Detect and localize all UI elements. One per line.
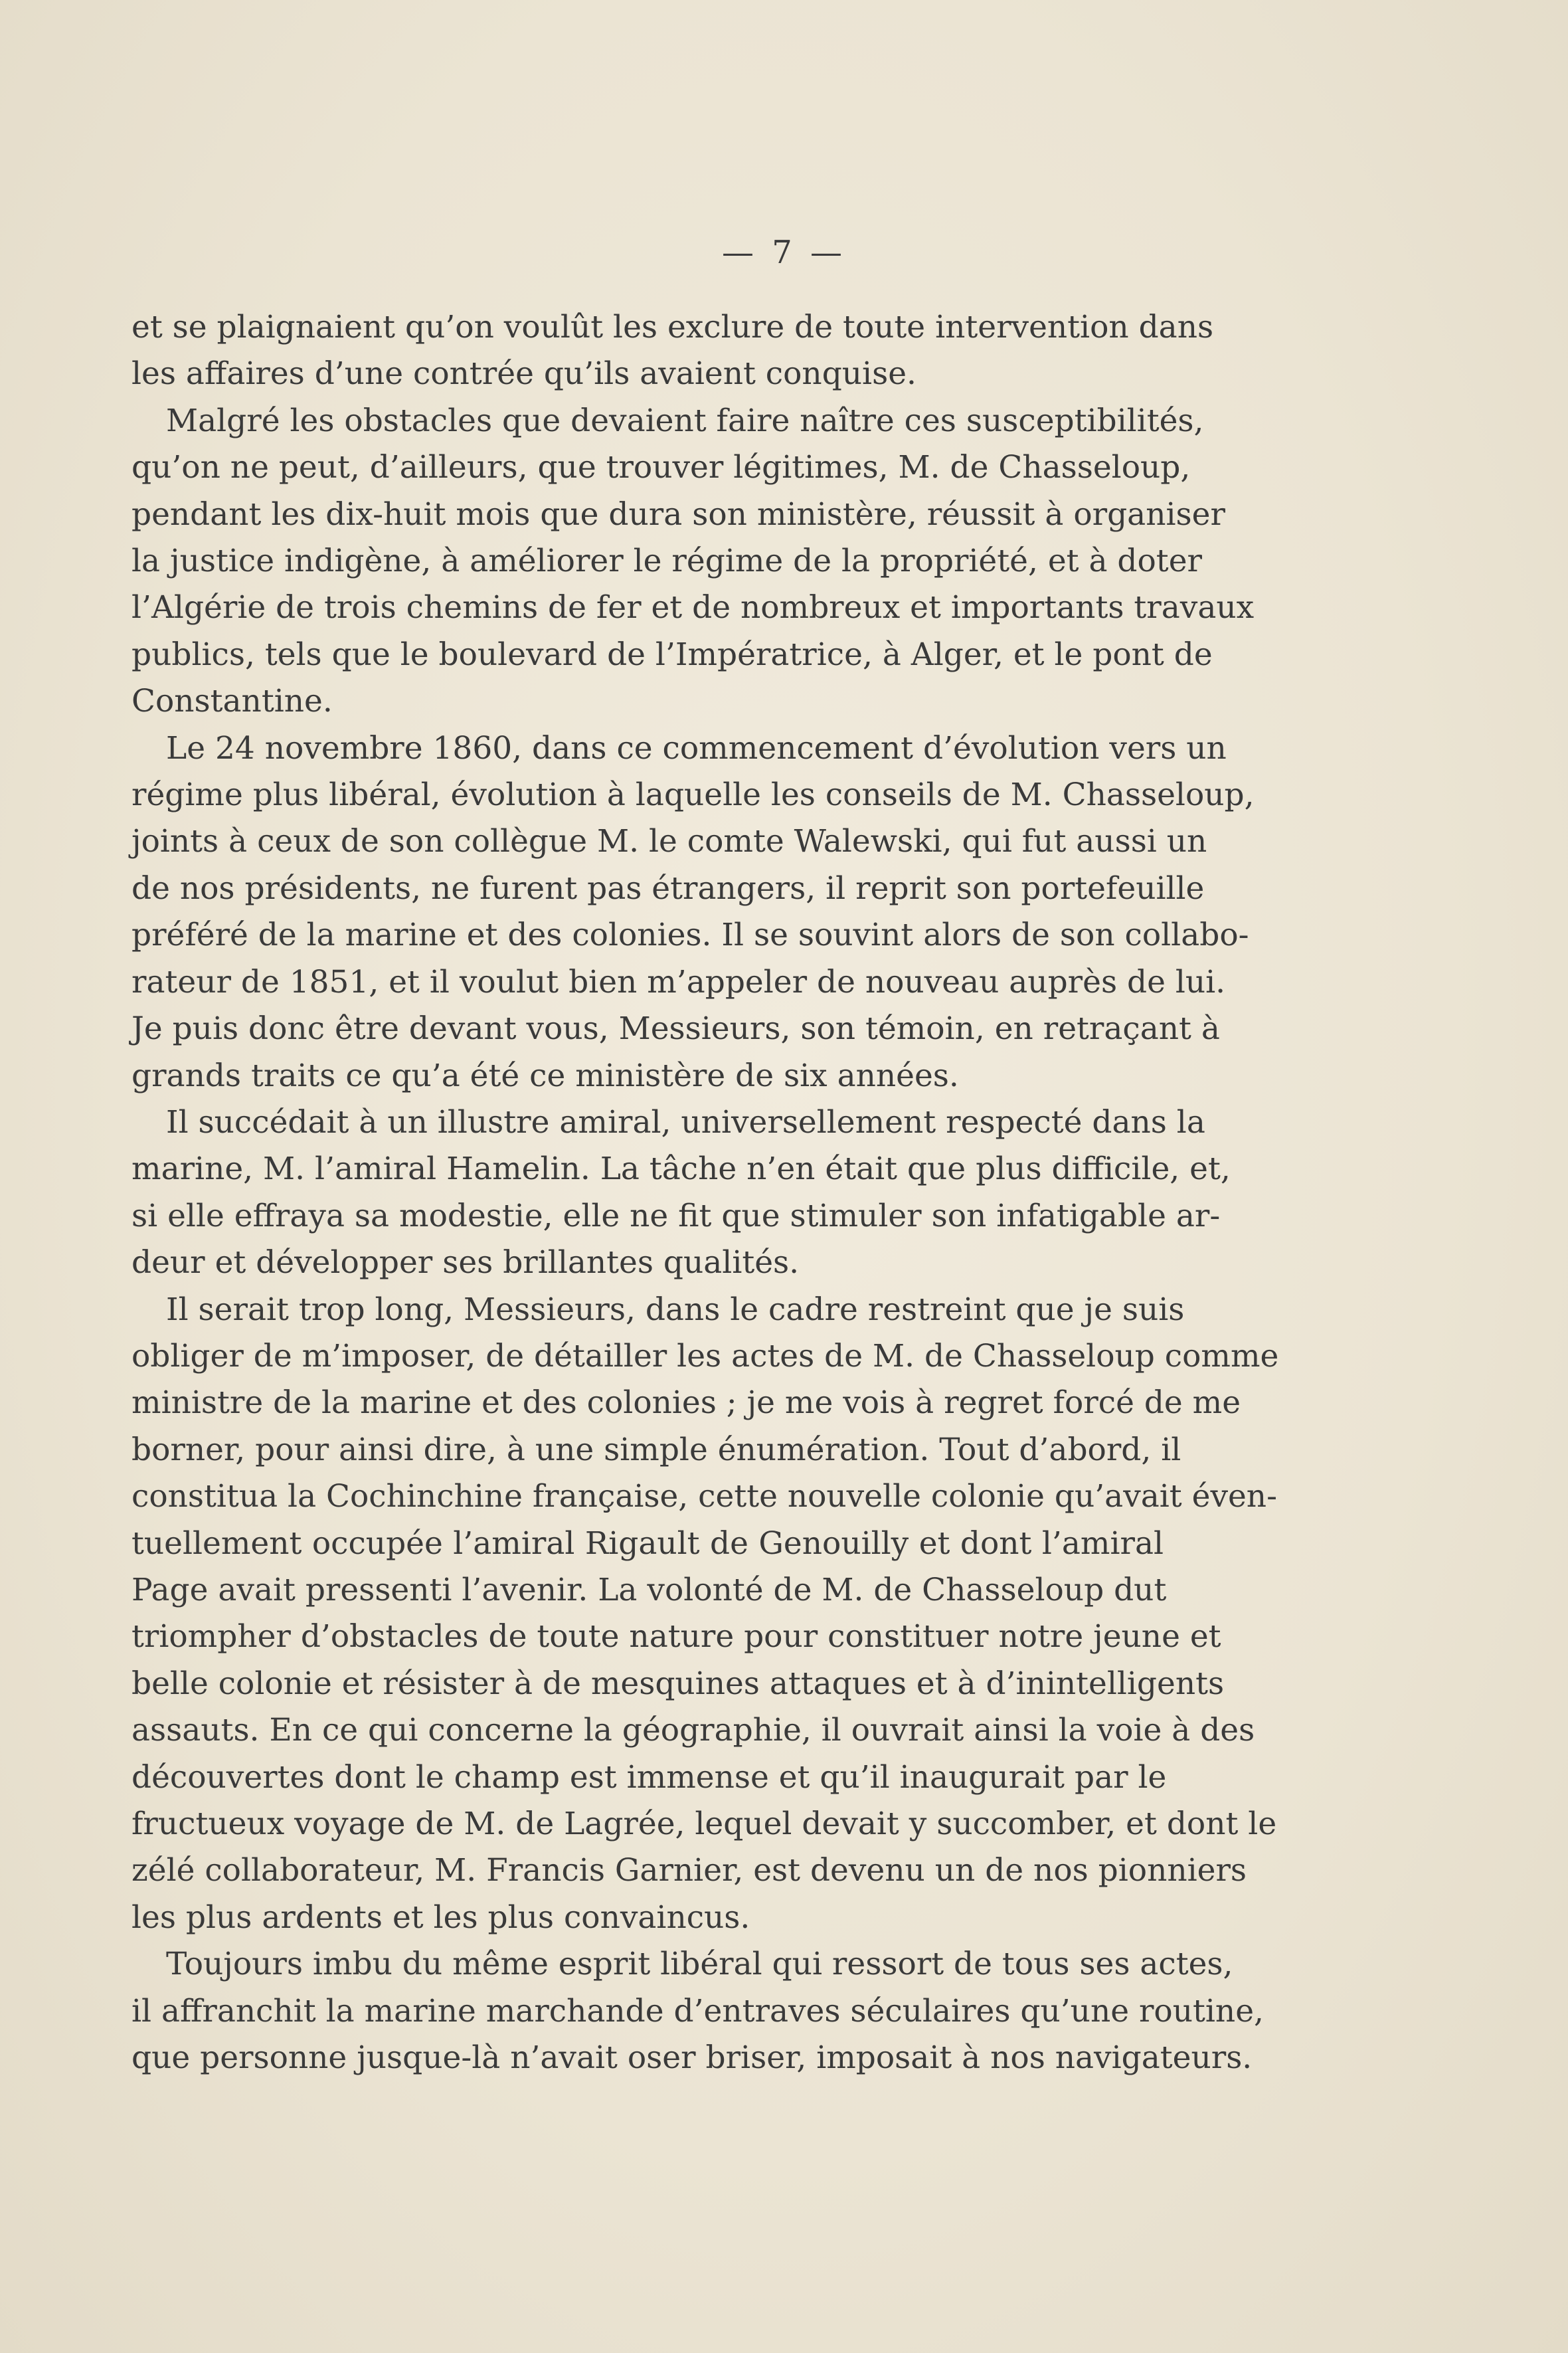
text-line: zélé collaborateur, M. Francis Garnier, est devenu un de nos pionniers — [131, 1852, 1247, 1889]
paragraph — [131, 1941, 1264, 2081]
text-line: publics, tels que le boulevard de l’Impératrice, à Alger, et le pont de — [131, 636, 1213, 673]
text-line: Page avait pressenti l’avenir. La volonté de M. de Chasseloup dut — [131, 1571, 1167, 1608]
text-line: Malgré les obstacles que devaient faire naître ces susceptibilités, — [166, 402, 1204, 439]
paragraph — [131, 398, 1255, 725]
text-line: qu’on ne peut, d’ailleurs, que trouver légitimes, M. de Chasseloup, — [131, 449, 1191, 486]
text-line: assauts. En ce qui concerne la géographie, il ouvrait ainsi la voie à des — [131, 1712, 1255, 1749]
text-line: les plus ardents et les plus convaincus. — [131, 1899, 750, 1936]
text-line: Toujours imbu du même esprit libéral qui ressort de tous ses actes, — [166, 1946, 1233, 1983]
text-line: marine, M. l’amiral Hamelin. La tâche n’en était que plus difficile, et, — [131, 1151, 1231, 1188]
text-line: constitua la Cochinchine française, cette nouvelle colonie qu’avait éven- — [131, 1478, 1277, 1515]
text-line: Il succédait à un illustre amiral, universellement respecté dans la — [166, 1103, 1205, 1141]
text-line: grands traits ce qu’a été ce ministère de six années. — [131, 1057, 959, 1094]
text-line: Il serait trop long, Messieurs, dans le cadre restreint que je suis — [166, 1291, 1185, 1328]
text-line: Je puis donc être devant vous, Messieurs, son témoin, en retraçant à — [131, 1010, 1220, 1048]
text-line: découvertes dont le champ est immense et qu’il inaugurait par le — [131, 1758, 1167, 1796]
text-line: deur et développer ses brillantes qualités. — [131, 1244, 800, 1281]
text-line: préféré de la marine et des colonies. Il se souvint alors de son collabo- — [131, 917, 1249, 954]
paragraph — [131, 1099, 1231, 1287]
page-number: — 7 — — [721, 234, 847, 271]
text-line: joints à ceux de son collègue M. le comte Walewski, qui fut aussi un — [131, 823, 1207, 860]
text-line: de nos présidents, ne furent pas étrangers, il reprit son portefeuille — [131, 870, 1205, 907]
text-line: la justice indigène, à améliorer le régime de la propriété, et à doter — [131, 543, 1202, 580]
text-line: les affaires d’une contrée qu’ils avaient conquise. — [131, 355, 916, 393]
text-line: belle colonie et résister à de mesquines attaques et à d’inintelligents — [131, 1665, 1225, 1702]
text-line: obliger de m’imposer, de détailler les actes de M. de Chasseloup comme — [131, 1337, 1279, 1374]
text-line: ministre de la marine et des colonies ; je me vois à regret forcé de me — [131, 1384, 1241, 1422]
paragraph — [131, 725, 1255, 1099]
paragraph — [131, 304, 1214, 398]
paragraph — [131, 1287, 1279, 1942]
text-line: tuellement occupée l’amiral Rigault de Genouilly et dont l’amiral — [131, 1525, 1164, 1562]
text-line: il affranchit la marine marchande d’entraves séculaires qu’une routine, — [131, 1992, 1264, 2029]
text-line: et se plaignaient qu’on voulût les exclure de toute intervention dans — [131, 309, 1214, 345]
text-line: si elle effraya sa modestie, elle ne fit que stimuler son infatigable ar- — [131, 1197, 1221, 1234]
text-line: Le 24 novembre 1860, dans ce commencement d’évolution vers un — [166, 729, 1227, 767]
text-line: régime plus libéral, évolution à laquelle les conseils de M. Chasseloup, — [131, 777, 1255, 814]
text-line: pendant les dix-huit mois que dura son ministère, réussit à organiser — [131, 496, 1225, 533]
text-line: borner, pour ainsi dire, à une simple énumération. Tout d’abord, il — [131, 1431, 1181, 1468]
text-line: triompher d’obstacles de toute nature pour constituer notre jeune et — [131, 1618, 1221, 1655]
text-line: fructueux voyage de M. de Lagrée, lequel devait y succomber, et dont le — [131, 1806, 1277, 1842]
text-line: que personne jusque-là n’avait oser briser, imposait à nos navigateurs. — [131, 2039, 1253, 2077]
text-line: Constantine. — [131, 683, 333, 720]
text-line: l’Algérie de trois chemins de fer et de nombreux et importants travaux — [131, 589, 1255, 626]
body-text — [131, 304, 1279, 2081]
text-line: rateur de 1851, et il voulut bien m’appeler de nouveau auprès de lui. — [131, 963, 1226, 1000]
